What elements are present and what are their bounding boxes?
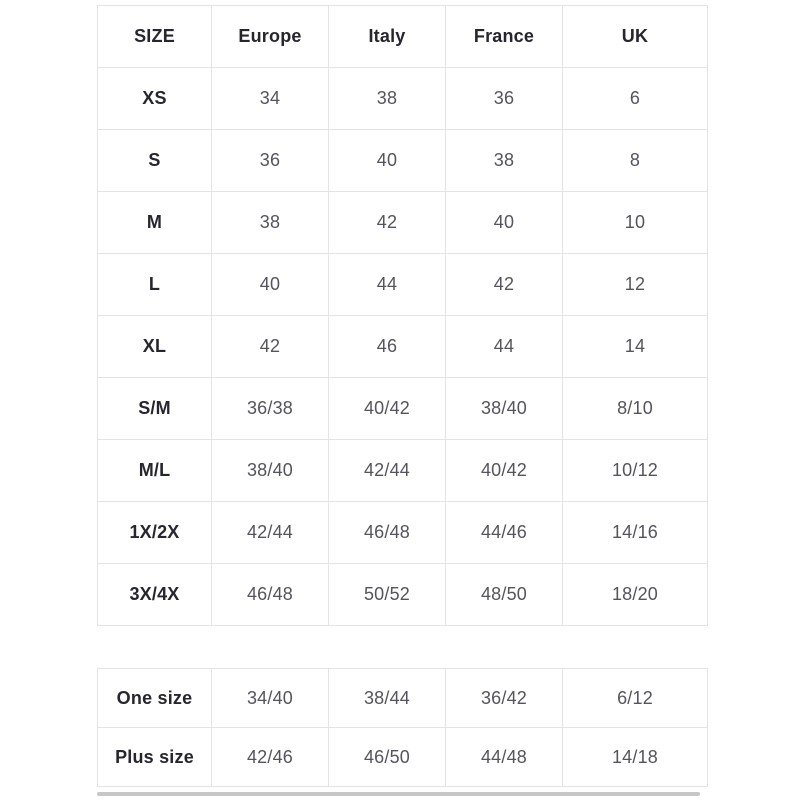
value-cell: 6 <box>563 68 708 130</box>
value-cell: 46/50 <box>329 728 446 787</box>
row-label-cell: XL <box>98 316 212 378</box>
row-label-cell: S <box>98 130 212 192</box>
table-row <box>98 192 708 254</box>
horizontal-scrollbar[interactable] <box>97 792 700 796</box>
value-cell: 40 <box>329 130 446 192</box>
value-cell: 40/42 <box>446 440 563 502</box>
value-cell: 34/40 <box>212 669 329 728</box>
special-size-table <box>97 668 708 787</box>
value-cell: 12 <box>563 254 708 316</box>
value-cell: 36/38 <box>212 378 329 440</box>
table-row <box>98 728 708 787</box>
value-cell: 46/48 <box>329 502 446 564</box>
value-cell: 10 <box>563 192 708 254</box>
value-cell: 8 <box>563 130 708 192</box>
header-cell: Italy <box>329 6 446 68</box>
value-cell: 14/18 <box>563 728 708 787</box>
value-cell: 38 <box>446 130 563 192</box>
value-cell: 34 <box>212 68 329 130</box>
value-cell: 46 <box>329 316 446 378</box>
value-cell: 40 <box>446 192 563 254</box>
value-cell: 18/20 <box>563 564 708 626</box>
value-cell: 42 <box>212 316 329 378</box>
value-cell: 42/44 <box>329 440 446 502</box>
row-label-cell: Plus size <box>98 728 212 787</box>
value-cell: 40 <box>212 254 329 316</box>
table-row <box>98 378 708 440</box>
value-cell: 42 <box>446 254 563 316</box>
row-label-cell: M <box>98 192 212 254</box>
table-row <box>98 564 708 626</box>
value-cell: 38/44 <box>329 669 446 728</box>
table-row <box>98 669 708 728</box>
row-label-cell: 1X/2X <box>98 502 212 564</box>
value-cell: 6/12 <box>563 669 708 728</box>
value-cell: 42/44 <box>212 502 329 564</box>
value-cell: 42 <box>329 192 446 254</box>
value-cell: 36 <box>446 68 563 130</box>
row-label-cell: 3X/4X <box>98 564 212 626</box>
value-cell: 14 <box>563 316 708 378</box>
row-label-cell: XS <box>98 68 212 130</box>
value-cell: 46/48 <box>212 564 329 626</box>
table-row <box>98 316 708 378</box>
value-cell: 36 <box>212 130 329 192</box>
row-label-cell: L <box>98 254 212 316</box>
value-cell: 8/10 <box>563 378 708 440</box>
value-cell: 38/40 <box>446 378 563 440</box>
size-conversion-table <box>97 5 708 626</box>
value-cell: 40/42 <box>329 378 446 440</box>
header-row <box>98 6 708 68</box>
header-cell: Europe <box>212 6 329 68</box>
table-row <box>98 502 708 564</box>
header-cell: SIZE <box>98 6 212 68</box>
value-cell: 50/52 <box>329 564 446 626</box>
row-label-cell: S/M <box>98 378 212 440</box>
value-cell: 14/16 <box>563 502 708 564</box>
value-cell: 38 <box>329 68 446 130</box>
row-label-cell: M/L <box>98 440 212 502</box>
value-cell: 36/42 <box>446 669 563 728</box>
value-cell: 44/48 <box>446 728 563 787</box>
table-row <box>98 68 708 130</box>
header-cell: France <box>446 6 563 68</box>
value-cell: 38/40 <box>212 440 329 502</box>
table-row <box>98 130 708 192</box>
value-cell: 10/12 <box>563 440 708 502</box>
value-cell: 38 <box>212 192 329 254</box>
row-label-cell: One size <box>98 669 212 728</box>
table-row <box>98 254 708 316</box>
value-cell: 44/46 <box>446 502 563 564</box>
header-cell: UK <box>563 6 708 68</box>
value-cell: 44 <box>329 254 446 316</box>
value-cell: 42/46 <box>212 728 329 787</box>
table-row <box>98 440 708 502</box>
value-cell: 44 <box>446 316 563 378</box>
value-cell: 48/50 <box>446 564 563 626</box>
